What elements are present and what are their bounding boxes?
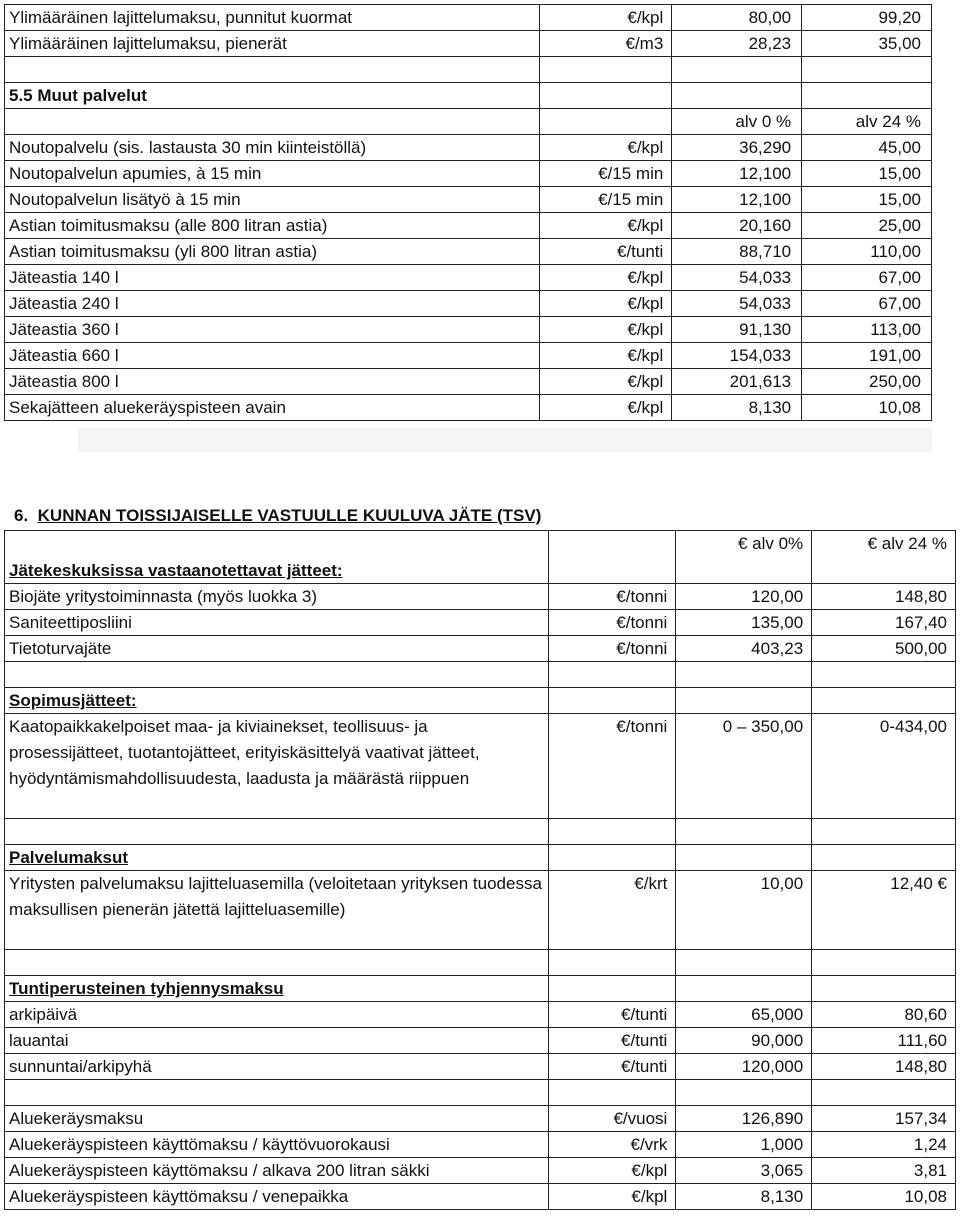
row-label: Tietoturvajäte xyxy=(5,636,549,662)
table-row xyxy=(5,714,956,819)
row-label: Astian toimitusmaksu (yli 800 litran astia) xyxy=(5,239,540,265)
section-title: 5.5 Muut palvelut xyxy=(5,83,540,109)
row-value-alv0: 1,000 xyxy=(676,1132,812,1158)
row-unit: €/tonni xyxy=(548,610,676,636)
row-unit: €/kpl xyxy=(548,1184,676,1210)
table-row xyxy=(5,317,932,343)
empty-row xyxy=(5,950,956,976)
table-row xyxy=(5,636,956,662)
row-label: Noutopalvelun apumies, à 15 min xyxy=(5,161,540,187)
row-value-alv24: 99,20 xyxy=(802,5,932,31)
row-unit: €/tonni xyxy=(548,584,676,610)
row-value-alv0: 201,613 xyxy=(672,369,802,395)
row-label: Jäteastia 240 l xyxy=(5,291,540,317)
row-value-alv0: 28,23 xyxy=(672,31,802,57)
row-unit: €/kpl xyxy=(540,369,672,395)
row-value-alv24: 35,00 xyxy=(802,31,932,57)
row-unit: €/kpl xyxy=(540,291,672,317)
table-row xyxy=(5,239,932,265)
row-unit: €/kpl xyxy=(540,5,672,31)
row-value-alv0: 65,000 xyxy=(676,1002,812,1028)
row-value-alv24: 110,00 xyxy=(802,239,932,265)
table-row xyxy=(5,291,932,317)
row-value-alv0: 91,130 xyxy=(672,317,802,343)
row-value-alv0: 120,00 xyxy=(676,584,812,610)
section-title-row xyxy=(5,83,932,109)
row-unit: €/tunti xyxy=(548,1028,676,1054)
row-label: Aluekeräyspisteen käyttömaksu / käyttövuorokausi xyxy=(5,1132,549,1158)
row-label: Sekajätteen aluekeräyspisteen avain xyxy=(5,395,540,421)
empty-row xyxy=(5,662,956,688)
table-row xyxy=(5,265,932,291)
price-table-section-5 xyxy=(4,4,932,421)
row-label: Aluekeräysmaksu xyxy=(5,1106,549,1132)
group-title: Tuntiperusteinen tyhjennysmaksu xyxy=(5,976,549,1002)
header-alv0: € alv 0% xyxy=(676,531,812,584)
row-value-alv0: 126,890 xyxy=(676,1106,812,1132)
row-label: Aluekeräyspisteen käyttömaksu / alkava 200 litran säkki xyxy=(5,1158,549,1184)
table-row xyxy=(5,31,932,57)
table-row xyxy=(5,213,932,239)
table-row xyxy=(5,187,932,213)
row-value-alv0: 154,033 xyxy=(672,343,802,369)
row-unit: €/vuosi xyxy=(548,1106,676,1132)
empty-row xyxy=(5,1080,956,1106)
row-value-alv24: 67,00 xyxy=(802,265,932,291)
row-value-alv0: 12,100 xyxy=(672,161,802,187)
row-unit: €/kpl xyxy=(540,395,672,421)
row-unit: €/krt xyxy=(548,871,676,950)
row-value-alv24: 12,40 € xyxy=(812,871,956,950)
row-value-alv24: 157,34 xyxy=(812,1106,956,1132)
table-row xyxy=(5,161,932,187)
row-label: Jäteastia 660 l xyxy=(5,343,540,369)
row-value-alv0: 12,100 xyxy=(672,187,802,213)
row-value-alv24: 148,80 xyxy=(812,584,956,610)
row-label: Ylimääräinen lajittelumaksu, pienerät xyxy=(5,31,540,57)
row-label: Kaatopaikkakelpoiset maa- ja kiviainekset, teollisuus- ja prosessijätteet, tuotantojätteet, erityiskäsittelyä vaativat jätteet, hyödyntämismahdollisuudesta, laadusta ja määrästä riippuen xyxy=(5,714,549,819)
row-value-alv0: 80,00 xyxy=(672,5,802,31)
row-label: Yritysten palvelumaksu lajitteluasemilla (veloitetaan yrityksen tuodessa maksullisen pienerän jätettä lajitteluasemille) xyxy=(5,871,549,950)
table-row xyxy=(5,395,932,421)
row-label: Jäteastia 800 l xyxy=(5,369,540,395)
row-label: Biojäte yritystoiminnasta (myös luokka 3) xyxy=(5,584,549,610)
row-value-alv0: 135,00 xyxy=(676,610,812,636)
row-unit: €/tonni xyxy=(548,636,676,662)
table-row xyxy=(5,1184,956,1210)
row-unit: €/tunti xyxy=(548,1002,676,1028)
table-row xyxy=(5,135,932,161)
group-title: Sopimusjätteet: xyxy=(5,688,549,714)
row-value-alv24: 148,80 xyxy=(812,1054,956,1080)
row-value-alv24: 80,60 xyxy=(812,1002,956,1028)
row-value-alv0: 403,23 xyxy=(676,636,812,662)
header-alv24: € alv 24 % xyxy=(812,531,956,584)
row-unit: €/kpl xyxy=(540,265,672,291)
row-unit: €/kpl xyxy=(548,1158,676,1184)
row-value-alv0: 88,710 xyxy=(672,239,802,265)
table-row xyxy=(5,5,932,31)
row-unit: €/tonni xyxy=(548,714,676,819)
row-value-alv24: 10,08 xyxy=(812,1184,956,1210)
row-value-alv0: 36,290 xyxy=(672,135,802,161)
row-value-alv24: 0-434,00 xyxy=(812,714,956,819)
row-value-alv24: 113,00 xyxy=(802,317,932,343)
row-label: Noutopalvelu (sis. lastausta 30 min kiinteistöllä) xyxy=(5,135,540,161)
shaded-divider xyxy=(78,428,932,452)
row-unit: €/15 min xyxy=(540,161,672,187)
row-unit: €/15 min xyxy=(540,187,672,213)
row-value-alv24: 45,00 xyxy=(802,135,932,161)
table-row xyxy=(5,1002,956,1028)
group-title: Palvelumaksut xyxy=(5,845,549,871)
group-title: Jätekeskuksissa vastaanotettavat jätteet: xyxy=(5,531,549,584)
row-unit: €/kpl xyxy=(540,135,672,161)
row-value-alv24: 500,00 xyxy=(812,636,956,662)
row-label: Ylimääräinen lajittelumaksu, punnitut kuormat xyxy=(5,5,540,31)
row-unit: €/kpl xyxy=(540,213,672,239)
section-heading: KUNNAN TOISSIJAISELLE VASTUULLE KUULUVA JÄTE (TSV) xyxy=(37,506,542,525)
table-row xyxy=(5,1158,956,1184)
row-unit: €/tunti xyxy=(548,1054,676,1080)
row-unit: €/kpl xyxy=(540,317,672,343)
row-value-alv0: 3,065 xyxy=(676,1158,812,1184)
group-title-row xyxy=(5,688,956,714)
row-value-alv24: 67,00 xyxy=(802,291,932,317)
row-label: lauantai xyxy=(5,1028,549,1054)
row-label: sunnuntai/arkipyhä xyxy=(5,1054,549,1080)
row-label: Jäteastia 140 l xyxy=(5,265,540,291)
section-number: 6. xyxy=(14,506,29,525)
row-value-alv24: 167,40 xyxy=(812,610,956,636)
row-unit: €/tunti xyxy=(540,239,672,265)
row-value-alv0: 20,160 xyxy=(672,213,802,239)
header-row xyxy=(5,109,932,135)
row-value-alv24: 10,08 xyxy=(802,395,932,421)
table-row xyxy=(5,343,932,369)
row-label: Jäteastia 360 l xyxy=(5,317,540,343)
row-value-alv0: 0 – 350,00 xyxy=(676,714,812,819)
group-title-row xyxy=(5,976,956,1002)
row-value-alv0: 54,033 xyxy=(672,265,802,291)
row-label: arkipäivä xyxy=(5,1002,549,1028)
empty-row xyxy=(5,57,932,83)
table-row xyxy=(5,1028,956,1054)
header-row xyxy=(5,531,956,584)
table-row xyxy=(5,871,956,950)
row-value-alv0: 90,000 xyxy=(676,1028,812,1054)
row-label: Astian toimitusmaksu (alle 800 litran astia) xyxy=(5,213,540,239)
table-row xyxy=(5,369,932,395)
row-value-alv24: 15,00 xyxy=(802,161,932,187)
row-value-alv24: 191,00 xyxy=(802,343,932,369)
table-row xyxy=(5,1132,956,1158)
table-row xyxy=(5,1106,956,1132)
row-value-alv24: 3,81 xyxy=(812,1158,956,1184)
row-value-alv0: 8,130 xyxy=(676,1184,812,1210)
row-value-alv0: 8,130 xyxy=(672,395,802,421)
header-alv24: alv 24 % xyxy=(802,109,932,135)
group-title-row xyxy=(5,845,956,871)
section-6-title xyxy=(14,506,541,526)
row-value-alv24: 250,00 xyxy=(802,369,932,395)
row-value-alv24: 1,24 xyxy=(812,1132,956,1158)
row-unit: €/vrk xyxy=(548,1132,676,1158)
table-row xyxy=(5,584,956,610)
row-value-alv24: 15,00 xyxy=(802,187,932,213)
row-label: Saniteettiposliini xyxy=(5,610,549,636)
row-label: Noutopalvelun lisätyö à 15 min xyxy=(5,187,540,213)
table-row xyxy=(5,1054,956,1080)
price-table-section-6 xyxy=(4,530,956,1210)
row-value-alv0: 54,033 xyxy=(672,291,802,317)
row-unit: €/m3 xyxy=(540,31,672,57)
header-alv0: alv 0 % xyxy=(672,109,802,135)
row-value-alv24: 25,00 xyxy=(802,213,932,239)
empty-row xyxy=(5,819,956,845)
row-value-alv0: 120,000 xyxy=(676,1054,812,1080)
row-label: Aluekeräyspisteen käyttömaksu / venepaikka xyxy=(5,1184,549,1210)
row-value-alv0: 10,00 xyxy=(676,871,812,950)
row-value-alv24: 111,60 xyxy=(812,1028,956,1054)
row-unit: €/kpl xyxy=(540,343,672,369)
table-row xyxy=(5,610,956,636)
